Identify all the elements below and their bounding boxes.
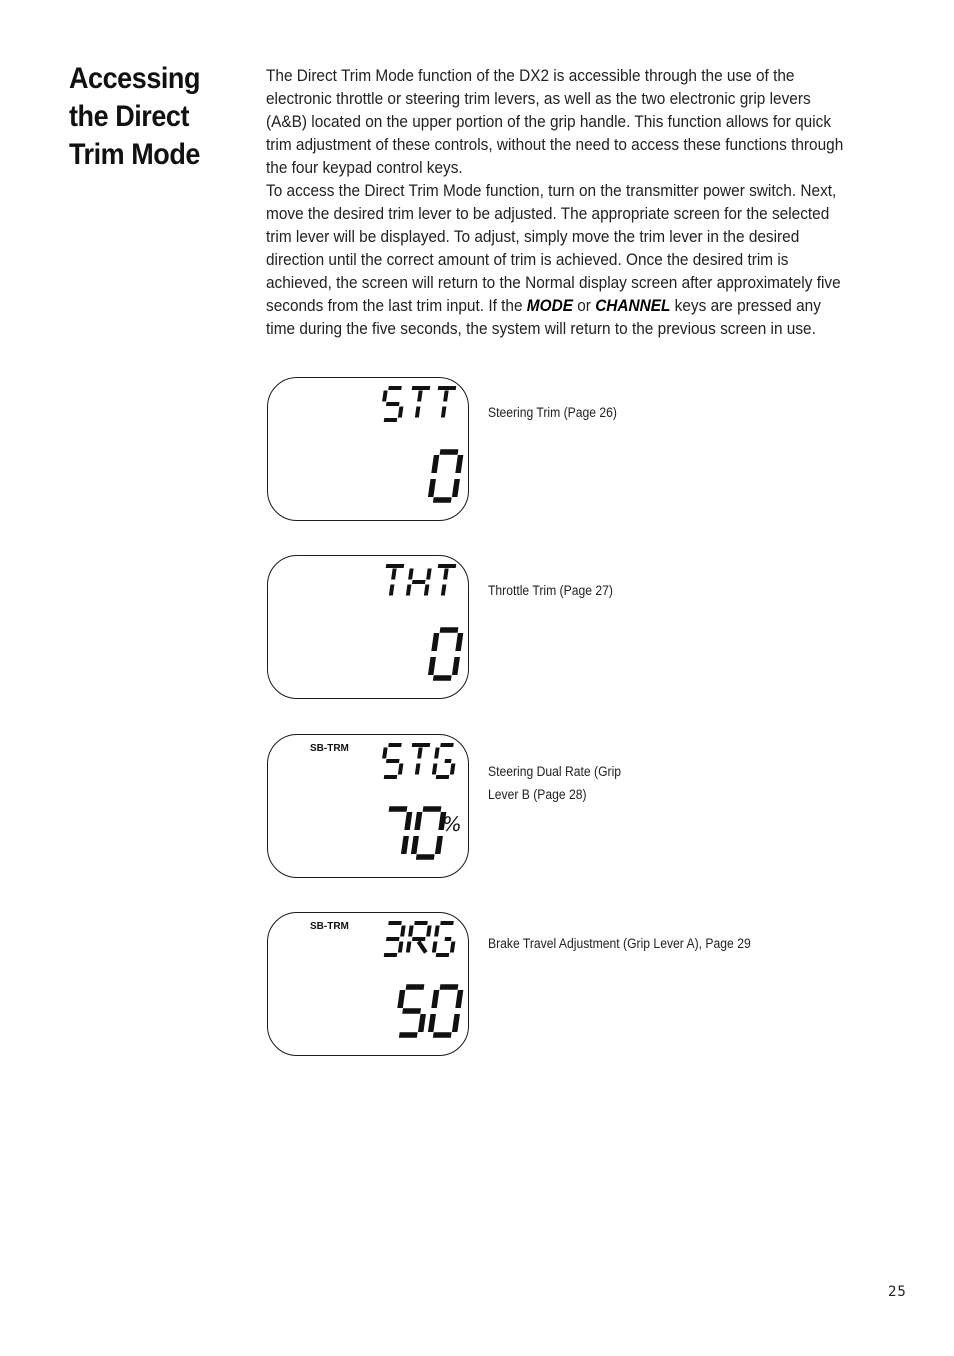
lcd-glyph-0 bbox=[413, 809, 444, 857]
lcd-value-digits bbox=[396, 987, 461, 1035]
lcd-screen-throttle-trim bbox=[267, 555, 469, 699]
lcd-screen-steering-dual-rate bbox=[267, 734, 469, 878]
lcd-mode-tag: SB-TRM bbox=[310, 743, 349, 754]
lcd-glyph-0 bbox=[430, 630, 461, 678]
lcd-glyph-b bbox=[384, 923, 404, 955]
lcd-glyph-5 bbox=[396, 987, 427, 1035]
lcd-function-code bbox=[382, 745, 456, 777]
lcd-function-code bbox=[384, 923, 456, 955]
lcd-value-digits bbox=[430, 630, 461, 678]
lcd-glyph-s bbox=[382, 388, 404, 420]
lcd-function-code bbox=[382, 566, 456, 596]
lcd-mode-tag: SB-TRM bbox=[310, 921, 349, 932]
lcd-function-code bbox=[382, 388, 456, 420]
lcd-glyph-r bbox=[408, 923, 430, 953]
lcd-glyph-7 bbox=[383, 809, 410, 854]
intro-paragraph: The Direct Trim Mode function of the DX2 is accessible through the use of the electronic throttle or steering trim levers, as well as the two electronic grip levers (A&B) located on the upper portion of the grip handle. This function allows for quick trim adjustment of these controls, without the need to access these functions through the four keypad control keys. bbox=[266, 66, 844, 177]
lcd-glyph-0 bbox=[430, 452, 461, 500]
caption-line-1: Throttle Trim (Page 27) bbox=[488, 583, 613, 598]
lcd-glyph-g bbox=[434, 745, 456, 777]
lcd-screen-steering-trim bbox=[267, 377, 469, 521]
caption-steering-dual-rate bbox=[488, 760, 776, 806]
lcd-display-graphic bbox=[268, 913, 470, 1057]
caption-line-1: Brake Travel Adjustment (Grip Lever A), Page 29 bbox=[488, 936, 751, 951]
page-number: 25 bbox=[888, 1284, 907, 1300]
lcd-value-digits bbox=[430, 452, 461, 500]
lcd-glyph-0 bbox=[430, 987, 461, 1035]
lcd-value-digits bbox=[382, 809, 463, 857]
lcd-percent-unit: % bbox=[440, 812, 464, 836]
page-heading: Accessing the Direct Trim Mode bbox=[69, 62, 201, 171]
mode-key-label: MODE bbox=[526, 296, 573, 315]
lcd-glyph-t bbox=[408, 388, 430, 418]
lcd-glyph-s bbox=[382, 745, 404, 777]
lcd-screen-brake-travel bbox=[267, 912, 469, 1056]
lcd-glyph-t bbox=[434, 388, 456, 418]
caption-throttle-trim bbox=[488, 579, 776, 602]
instructions-text-end: keys are pressed any time during the five seconds, the system will return to the previous screen in use. bbox=[266, 296, 821, 338]
lcd-display-graphic bbox=[268, 735, 470, 879]
caption-steering-trim bbox=[488, 401, 776, 424]
caption-brake-travel bbox=[488, 932, 776, 955]
instructions-paragraph bbox=[266, 179, 845, 340]
caption-line-1: Steering Dual Rate (Grip bbox=[488, 764, 622, 779]
lcd-display-graphic bbox=[268, 378, 470, 522]
instructions-text-or: or bbox=[572, 296, 596, 315]
lcd-display-graphic bbox=[268, 556, 470, 700]
lcd-glyph-t bbox=[382, 566, 404, 596]
instructions-text-start: To access the Direct Trim Mode function, turn on the transmitter power switch. Next, move the desired trim lever to be adjusted. The appropriate screen for the selected trim lever will be displayed. To adjust, simply move the trim lever in the desired direction until the correct amount of trim is achieved. Once the desired trim is achieved, the screen will return to the Normal display screen after approximately five seconds from the last trim input. If the bbox=[266, 181, 841, 315]
lcd-glyph-h bbox=[408, 569, 430, 596]
lcd-glyph-g bbox=[434, 923, 456, 955]
channel-key-label: CHANNEL bbox=[595, 296, 671, 315]
caption-line-2: Lever B (Page 28) bbox=[488, 787, 587, 802]
lcd-glyph-t bbox=[408, 745, 430, 775]
caption-line-1: Steering Trim (Page 26) bbox=[488, 405, 617, 420]
lcd-glyph-t bbox=[434, 566, 456, 596]
